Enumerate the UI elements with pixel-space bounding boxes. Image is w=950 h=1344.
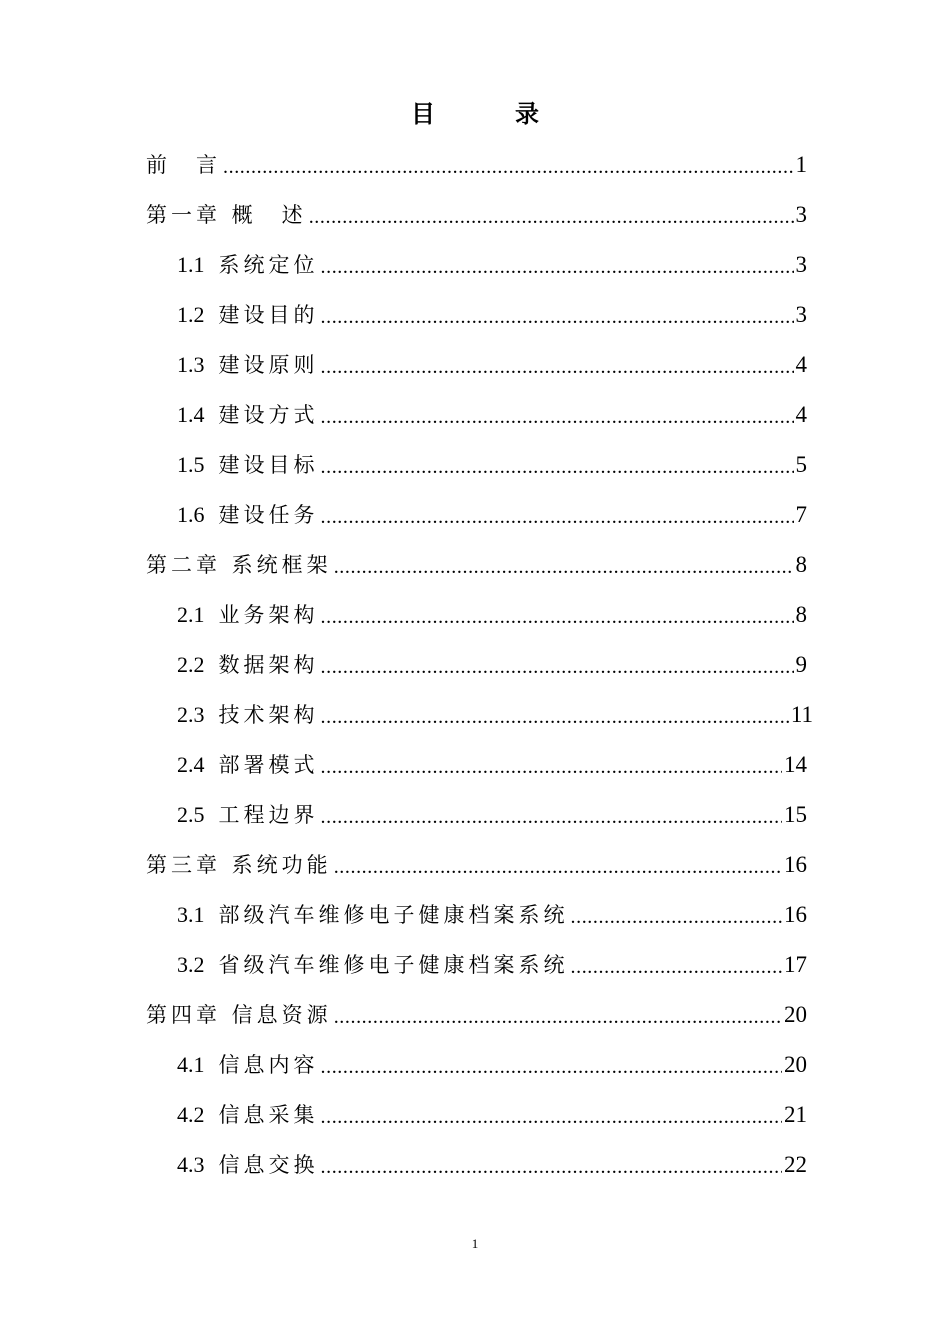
toc-entry-section-2-1[interactable] xyxy=(177,590,807,640)
toc-entry-text: 第二章 系统框架 xyxy=(146,553,332,577)
dot-leader xyxy=(334,990,782,1040)
dot-leader xyxy=(321,240,794,290)
toc-entry-text: 建设目的 xyxy=(218,303,319,327)
toc-entry-section-4-3[interactable] xyxy=(177,1140,807,1190)
toc-entry-page: 3 xyxy=(795,302,807,327)
toc-entry-section-1-6[interactable] xyxy=(177,490,807,540)
toc-entry-page: 16 xyxy=(784,852,807,877)
toc-entry-text: 建设目标 xyxy=(218,453,319,477)
toc-entry-text: 部级汽车维修电子健康档案系统 xyxy=(218,903,569,927)
dot-leader xyxy=(571,890,783,940)
toc-entry-page: 3 xyxy=(795,252,807,277)
dot-leader xyxy=(321,340,794,390)
toc-entry-number: 1.5 xyxy=(177,452,205,477)
dot-leader xyxy=(321,740,783,790)
toc-entry-page: 7 xyxy=(795,502,807,527)
dot-leader xyxy=(223,140,794,190)
page-number: 1 xyxy=(471,1236,479,1251)
toc-entry-section-1-1[interactable] xyxy=(177,240,807,290)
toc-entry-number: 3.2 xyxy=(177,952,205,977)
dot-leader xyxy=(309,190,794,240)
toc-entry-page: 8 xyxy=(795,602,807,627)
toc-entry-number: 1.3 xyxy=(177,352,205,377)
toc-entry-section-4-1[interactable] xyxy=(177,1040,807,1090)
dot-leader xyxy=(321,640,794,690)
toc-entry-number: 2.4 xyxy=(177,752,205,777)
toc-entry-number: 4.3 xyxy=(177,1152,205,1177)
toc-entry-text: 业务架构 xyxy=(218,603,319,627)
dot-leader xyxy=(571,940,783,990)
dot-leader xyxy=(321,1090,783,1140)
toc-entry-page: 9 xyxy=(795,652,807,677)
toc-entry-number: 1.6 xyxy=(177,502,205,527)
toc-entry-page: 15 xyxy=(784,802,807,827)
dot-leader xyxy=(321,1040,783,1090)
toc-entry-text: 前 言 xyxy=(146,153,221,177)
dot-leader xyxy=(321,1140,783,1190)
toc-entry-number: 3.1 xyxy=(177,902,205,927)
toc-entry-text: 建设方式 xyxy=(218,403,319,427)
toc-entry-number: 2.1 xyxy=(177,602,205,627)
toc-entry-section-1-3[interactable] xyxy=(177,340,807,390)
dot-leader xyxy=(334,840,782,890)
toc-entry-page: 4 xyxy=(795,402,807,427)
dot-leader xyxy=(321,790,783,840)
toc-entry-text: 技术架构 xyxy=(218,703,319,727)
toc-entry-page: 3 xyxy=(795,202,807,227)
toc-entry-page: 11 xyxy=(790,702,813,727)
toc-entry-page: 5 xyxy=(795,452,807,477)
toc-entry-number: 1.2 xyxy=(177,302,205,327)
toc-entry-section-2-3[interactable] xyxy=(177,690,813,740)
toc-entry-section-1-5[interactable] xyxy=(177,440,807,490)
toc-entry-text: 数据架构 xyxy=(218,653,319,677)
toc-entry-text: 第四章 信息资源 xyxy=(146,1003,332,1027)
toc-entry-preface[interactable] xyxy=(146,140,807,190)
toc-entry-number: 2.5 xyxy=(177,802,205,827)
toc-entry-page: 14 xyxy=(784,752,807,777)
toc-entry-page: 17 xyxy=(784,952,807,977)
dot-leader xyxy=(321,390,794,440)
dot-leader xyxy=(321,490,794,540)
toc-entry-text: 部署模式 xyxy=(218,753,319,777)
dot-leader xyxy=(321,440,794,490)
toc-entry-section-3-1[interactable] xyxy=(177,890,807,940)
toc-entry-page: 22 xyxy=(784,1152,807,1177)
toc-entry-section-2-2[interactable] xyxy=(177,640,807,690)
dot-leader xyxy=(334,540,794,590)
toc-entry-section-1-4[interactable] xyxy=(177,390,807,440)
toc-entry-section-1-2[interactable] xyxy=(177,290,807,340)
toc-entry-page: 20 xyxy=(784,1052,807,1077)
toc-entry-text: 信息采集 xyxy=(218,1103,319,1127)
dot-leader xyxy=(321,590,794,640)
toc-entry-chapter-1[interactable] xyxy=(146,190,807,240)
toc-entry-section-4-2[interactable] xyxy=(177,1090,807,1140)
toc-entry-section-3-2[interactable] xyxy=(177,940,807,990)
toc-title: 目 录 xyxy=(411,99,567,128)
toc-entry-text: 建设原则 xyxy=(218,353,319,377)
toc-entry-page: 4 xyxy=(795,352,807,377)
toc-entry-page: 16 xyxy=(784,902,807,927)
toc-entry-number: 2.3 xyxy=(177,702,205,727)
toc-entry-section-2-4[interactable] xyxy=(177,740,807,790)
toc-entry-text: 系统定位 xyxy=(218,253,319,277)
dot-leader xyxy=(321,290,794,340)
toc-entry-number: 1.4 xyxy=(177,402,205,427)
toc-entry-page: 8 xyxy=(795,552,807,577)
toc-entry-chapter-2[interactable] xyxy=(146,540,807,590)
toc-entry-text: 信息内容 xyxy=(218,1053,319,1077)
toc-entry-page: 1 xyxy=(795,152,807,177)
toc-entry-section-2-5[interactable] xyxy=(177,790,807,840)
toc-entry-text: 省级汽车维修电子健康档案系统 xyxy=(218,953,569,977)
toc-entry-number: 4.1 xyxy=(177,1052,205,1077)
toc-entry-page: 20 xyxy=(784,1002,807,1027)
toc-entry-text: 第三章 系统功能 xyxy=(146,853,332,877)
toc-entry-chapter-4[interactable] xyxy=(146,990,807,1040)
toc-entry-text: 信息交换 xyxy=(218,1153,319,1177)
toc-entry-text: 工程边界 xyxy=(218,803,319,827)
toc-entry-number: 4.2 xyxy=(177,1102,205,1127)
dot-leader xyxy=(321,690,789,740)
toc-entry-text: 第一章 概 述 xyxy=(146,203,307,227)
toc-entry-text: 建设任务 xyxy=(218,503,319,527)
toc-entry-chapter-3[interactable] xyxy=(146,840,807,890)
toc-entry-page: 21 xyxy=(784,1102,807,1127)
toc-entry-number: 1.1 xyxy=(177,252,205,277)
toc-entry-number: 2.2 xyxy=(177,652,205,677)
